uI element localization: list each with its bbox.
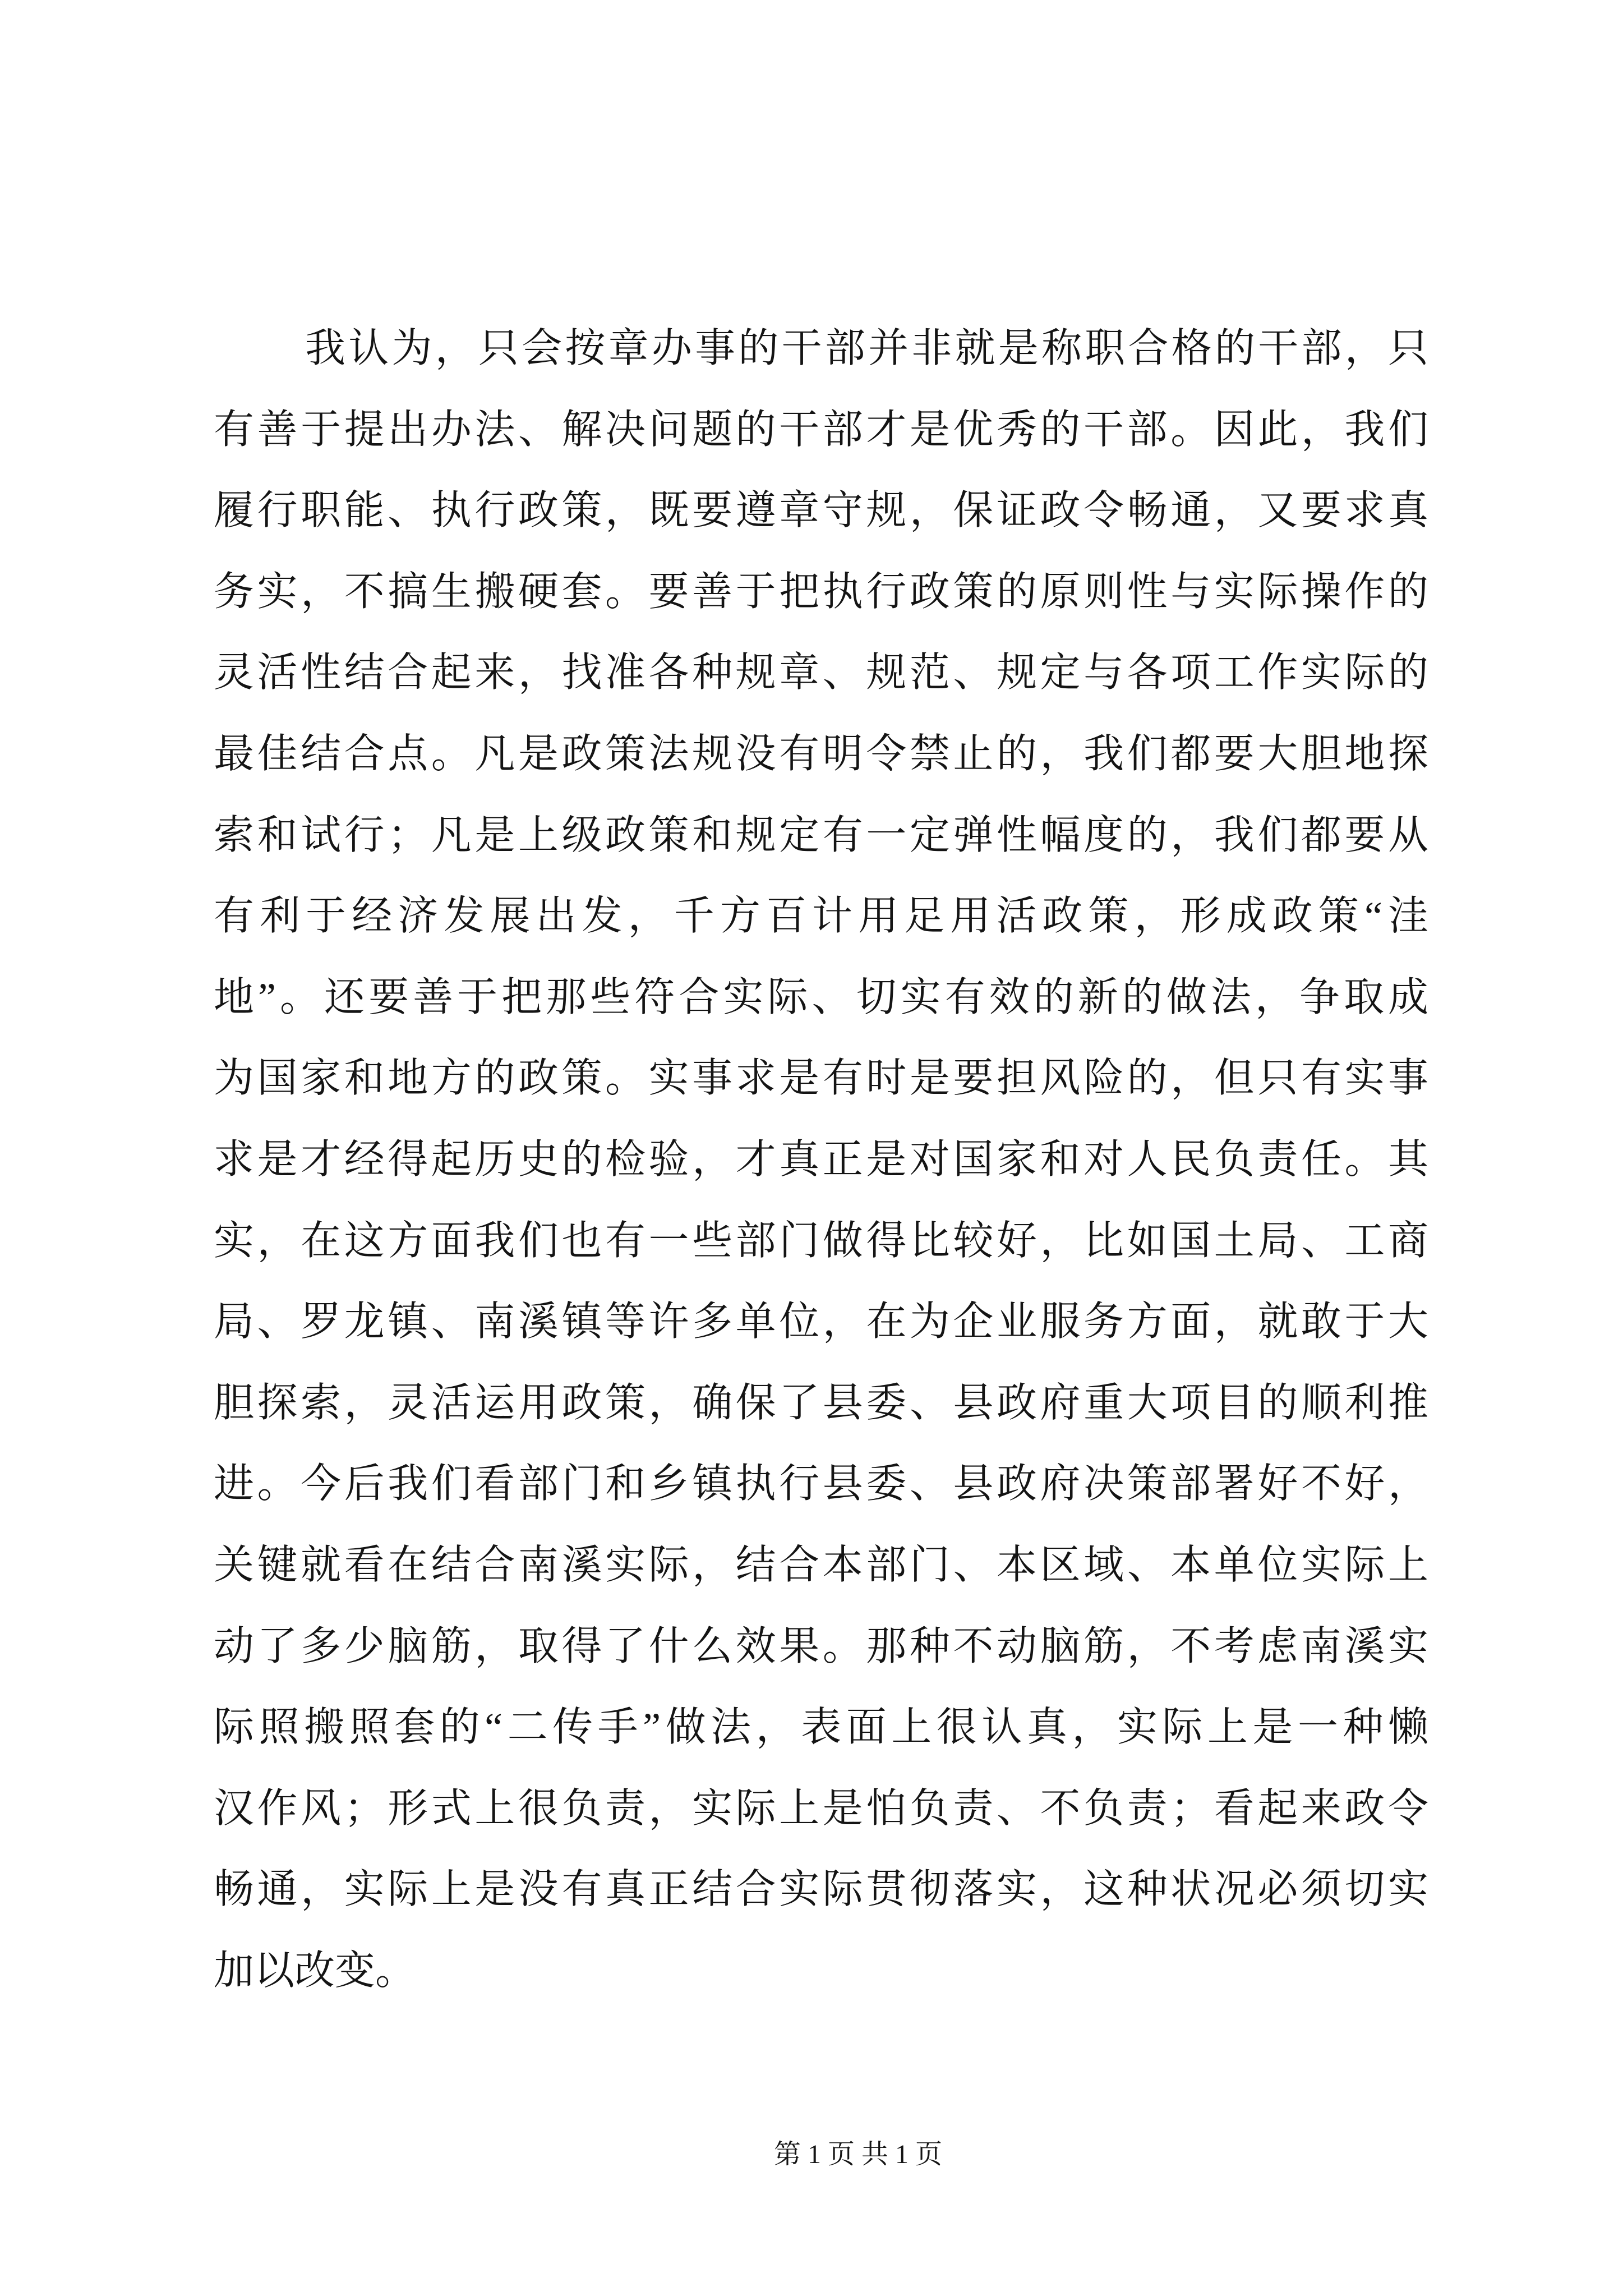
paragraph-line: 局、罗龙镇、南溪镇等许多单位，在为企业服务方面，就敢于大 bbox=[214, 1299, 1428, 1345]
paragraph-line: 关键就看在结合南溪实际，结合本部门、本区域、本单位实际上 bbox=[214, 1542, 1428, 1588]
paragraph-line: 胆探索，灵活运用政策，确保了县委、县政府重大项目的顺利推 bbox=[214, 1380, 1428, 1425]
paragraph-line: 索和试行；凡是上级政策和规定有一定弹性幅度的，我们都要从 bbox=[214, 812, 1428, 858]
paragraph-line: 灵活性结合起来，找准各种规章、规范、规定与各项工作实际的 bbox=[214, 650, 1428, 696]
paragraph-line: 际照搬照套的“二传手”做法，表面上很认真，实际上是一种懒 bbox=[214, 1705, 1428, 1750]
paragraph-line: 履行职能、执行政策，既要遵章守规，保证政令畅通，又要求真 bbox=[214, 488, 1428, 533]
page-footer: 第 1 页 共 1 页 bbox=[773, 2139, 942, 2169]
body-paragraph bbox=[214, 308, 1428, 2011]
paragraph-line: 动了多少脑筋，取得了什么效果。那种不动脑筋，不考虑南溪实 bbox=[214, 1623, 1428, 1669]
paragraph-line: 为国家和地方的政策。实事求是有时是要担风险的，但只有实事 bbox=[214, 1056, 1428, 1101]
paragraph-line: 有利于经济发展出发，千方百计用足用活政策，形成政策“洼 bbox=[214, 894, 1428, 939]
paragraph-line: 求是才经得起历史的检验，才真正是对国家和对人民负责任。其 bbox=[214, 1137, 1428, 1182]
paragraph-line: 进。今后我们看部门和乡镇执行县委、县政府决策部署好不好， bbox=[214, 1461, 1428, 1507]
paragraph-line: 我认为，只会按章办事的干部并非就是称职合格的干部，只 bbox=[305, 326, 1428, 371]
paragraph-line: 有善于提出办法、解决问题的干部才是优秀的干部。因此，我们 bbox=[214, 407, 1428, 452]
paragraph-line: 务实，不搞生搬硬套。要善于把执行政策的原则性与实际操作的 bbox=[214, 569, 1428, 614]
paragraph-line: 畅通，实际上是没有真正结合实际贯彻落实，这种状况必须切实 bbox=[214, 1867, 1428, 1912]
paragraph-line: 地”。还要善于把那些符合实际、切实有效的新的做法，争取成 bbox=[214, 974, 1428, 1020]
paragraph-line: 实，在这方面我们也有一些部门做得比较好，比如国土局、工商 bbox=[214, 1218, 1428, 1263]
paragraph-line: 加以改变。 bbox=[214, 1948, 416, 1993]
paragraph-line: 最佳结合点。凡是政策法规没有明令禁止的，我们都要大胆地探 bbox=[214, 731, 1428, 776]
paragraph-line: 汉作风；形式上很负责，实际上是怕负责、不负责；看起来政令 bbox=[214, 1786, 1428, 1831]
